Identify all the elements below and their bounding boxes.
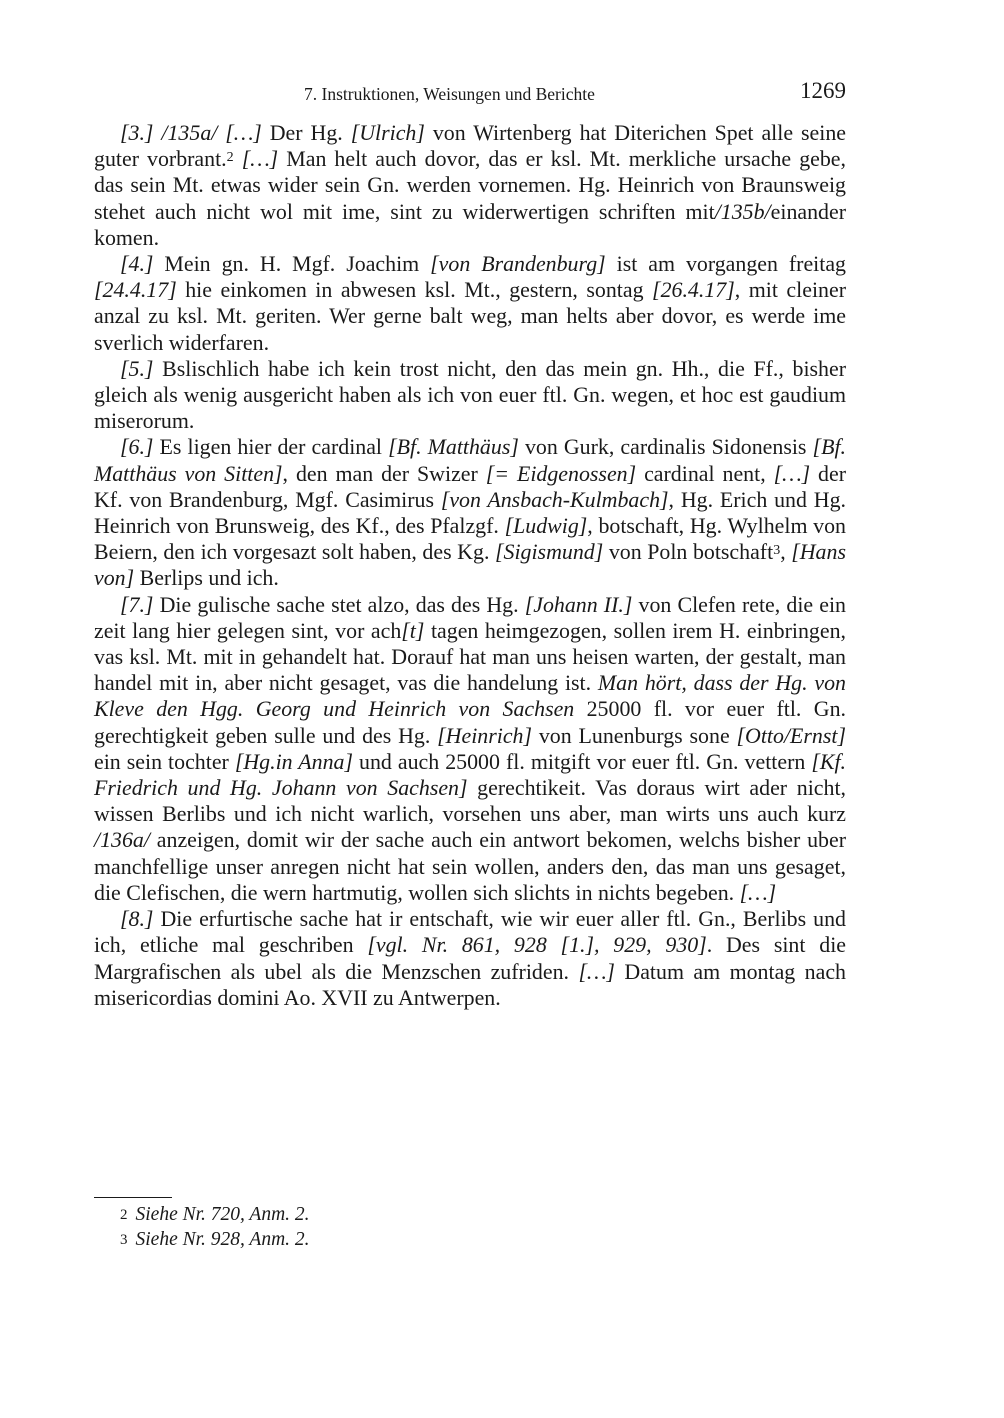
source-text: gerechtikeit. Vas doraus wirt ader nicht, wissen Berlibs und ich nicht warlich, vorsehen uns aber, man wirts uns auch kurz: [94, 775, 846, 827]
editorial-text: [Otto/Ernst]: [736, 722, 846, 748]
editorial-text: [3.] /135a/ […]: [120, 120, 262, 145]
paragraph: [94, 434, 846, 591]
page-header: [94, 78, 846, 108]
source-text: anzeigen, domit wir der sache auch ein antwort bekomen, welchs bisher uber manchfellige unser anregen nicht hat sein wollen, anders den, das man uns gesaget, die Clefischen, die wern hartmutig, wollen sich slichts in nichts begeben.: [94, 827, 846, 905]
source-text: hie einkomen in abwesen ksl. Mt., gestern, sontag: [176, 277, 653, 303]
footnote-text: Siehe Nr. 928, Anm. 2.: [135, 1228, 310, 1250]
source-text: [234, 146, 242, 171]
source-text: und auch 25000 fl. mitgift vor euer ftl. Gn. vettern: [353, 748, 812, 774]
editorial-text: [Bf. Matthäus]: [388, 434, 519, 460]
source-text: von Gurk, cardinalis Sidonensis: [518, 434, 813, 460]
source-text: Die gulische sache stet alzo, das des Hg.: [153, 591, 525, 617]
source-text: , botschaft, Hg. Wylhelm von Beiern, den ich vorgesazt solt haben, des Kg.: [94, 513, 846, 565]
footnote-divider: [94, 1197, 172, 1198]
editorial-text: […]: [739, 879, 777, 905]
footnotes: [120, 1203, 310, 1252]
editorial-text: [vgl. Nr. 861, 928 [1.], 929, 930]: [367, 932, 707, 958]
source-text: ist am vorgangen freitag: [605, 251, 847, 277]
running-title: 7. Instruktionen, Weisungen und Berichte: [304, 84, 595, 104]
editorial-text: [Sigismund]: [494, 539, 604, 565]
source-text: Die erfurtische sache hat ir entschaft, wie wir euer aller ftl. Gn., Berlibs und ich, etliche mal geschriben: [94, 906, 846, 958]
editorial-text: [24.4.17]: [94, 277, 177, 303]
editorial-text: [Hg.in Anna]: [234, 748, 353, 774]
source-text: cardinal nent,: [636, 460, 774, 486]
footnote-reference: 3: [773, 543, 781, 559]
source-text: , Hg. Erich und Hg. Heinrich von Brunsweig, des Kf., des Pfalzgf.: [94, 486, 846, 539]
editorial-text: [8.]: [120, 906, 154, 932]
editorial-text: [5.]: [120, 355, 154, 381]
editorial-text: [Ludwig]: [504, 513, 588, 539]
source-text: von Poln botschaft: [603, 539, 774, 565]
footnote-text: Siehe Nr. 720, Anm. 2.: [135, 1204, 310, 1225]
paragraph: [94, 120, 846, 251]
editorial-text: [t]: [401, 617, 425, 643]
editorial-text: [Ulrich]: [350, 120, 425, 145]
source-text: . Des sint die Margrafischen als ubel als die Menzschen zufriden.: [94, 932, 846, 984]
editorial-text: [von Brandenburg]: [430, 251, 606, 277]
editorial-text: [4.]: [120, 251, 154, 277]
source-text: Der Hg.: [261, 120, 351, 145]
main-text: [94, 120, 846, 1011]
editorial-text: [7.]: [120, 591, 154, 617]
editorial-text: [Kf. Friedrich und Hg. Johann von Sachsen]: [94, 748, 847, 801]
source-text: Bslischlich habe ich kein trost nicht, den das mein gn. Hh., die Ff., bisher gleich als wenig ausgericht haben als ich von euer ftl. Gn. wegen, et hoc est gaudium miserorum.: [94, 355, 846, 434]
editorial-text: [Johann II.]: [524, 591, 633, 617]
paragraph: [94, 251, 846, 356]
page-number: 1269: [800, 78, 846, 103]
source-text: Berlips und ich.: [134, 565, 279, 591]
editorial-text: /136a/: [94, 827, 150, 853]
editorial-text: [= Eidgenossen]: [485, 460, 637, 486]
editorial-text: […]: [578, 958, 615, 984]
source-text: Datum am montag nach misericordias domini Ao. XVII zu Antwerpen.: [94, 958, 846, 1010]
paragraph: [94, 592, 846, 906]
editorial-text: […]: [773, 460, 811, 486]
paragraph: [94, 906, 846, 1011]
footnote-number: 3: [120, 1231, 128, 1248]
editorial-text: [26.4.17]: [652, 277, 735, 303]
editorial-text: /135b/: [714, 198, 771, 224]
source-text: von Wirtenberg hat Diterichen Spet alle seine guter vorbrant.: [94, 120, 846, 172]
source-text: einander komen.: [94, 198, 846, 250]
footnote: [120, 1203, 310, 1228]
source-text: Es ligen hier der cardinal: [153, 434, 389, 460]
footnote: [120, 1228, 310, 1253]
source-text: von Lunenburgs sone: [532, 722, 737, 748]
editorial-text: [Heinrich]: [437, 722, 533, 748]
source-text: 25000 fl. vor euer ftl. Gn. gerechtigkeit geben sulle und des Hg.: [94, 696, 846, 748]
footnote-reference: 2: [226, 150, 234, 166]
source-text: Mein gn. H. Mgf. Joachim: [153, 251, 431, 277]
source-text: ein sein tochter: [94, 748, 235, 774]
editorial-text: Man hört, dass der Hg. von Kleve den Hgg. Georg und Heinrich von Sachsen: [94, 670, 846, 722]
editorial-text: [von Ansbach-Kulmbach]: [440, 486, 669, 512]
source-text: , den man der Swizer: [282, 460, 486, 486]
editorial-text: [6.]: [120, 434, 154, 460]
source-text: von Clefen rete, die ein zeit lang hier gelegen sint, vor ach: [94, 591, 846, 643]
source-text: tagen heimgezogen, sollen irem H. einbringen, vas ksl. Mt. mit in gehandelt hat. Dorauf hat man uns heisen warten, der gestalt, man handel mit in, aber nicht gesaget, vas die handelung ist.: [94, 617, 846, 696]
paragraph: [94, 356, 846, 435]
editorial-text: […]: [241, 146, 279, 172]
source-text: ,: [780, 539, 792, 565]
source-text: , mit cleiner anzal zu ksl. Mt. geriten. Wer gerne balt weg, man helts aber dovor, es werde ime sverlich widerfaren.: [94, 277, 846, 355]
editorial-text: [Hans von]: [94, 539, 846, 591]
footnote-number: 2: [120, 1207, 128, 1223]
editorial-text: [Bf. Matthäus von Sitten]: [94, 434, 846, 486]
source-text: Man helt auch dovor, das er ksl. Mt. merkliche ursache gebe, das sein Mt. etwas wider sein Gn. werden vornemen. Hg. Heinrich von Braunsweig stehet auch nicht wol mit ime, sint zu widerwertigen schriften mit: [94, 146, 846, 224]
source-text: der Kf. von Brandenburg, Mgf. Casimirus: [94, 460, 847, 512]
